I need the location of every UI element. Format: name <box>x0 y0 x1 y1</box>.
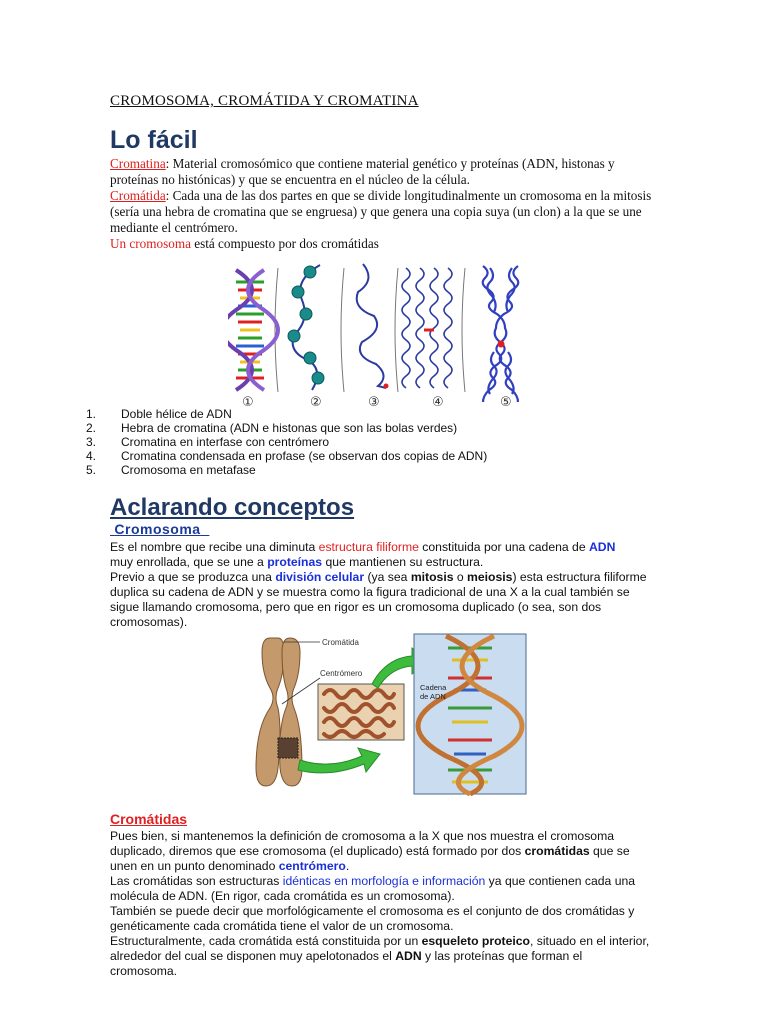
prophase-chromatin-drawing <box>402 268 452 388</box>
list-item: 2. Hebra de cromatina (ADN e histonas que son las bolas verdes) <box>86 421 458 435</box>
heading-aclarando-conceptos: Aclarando conceptos <box>110 494 355 521</box>
list-item: 1. Doble hélice de ADN <box>86 407 232 421</box>
interphase-chromatin-drawing <box>357 264 389 389</box>
arrow-icon <box>298 748 380 773</box>
chromatin-strand-drawing <box>288 265 324 390</box>
chromosome-drawing <box>256 638 302 786</box>
subheading-cromosoma: Cromosoma <box>114 521 201 537</box>
double-helix-drawing <box>228 270 278 390</box>
definition-cromatina: Cromatina: Material cromosómico que contiene material genético y proteínas (ADN, histonas y proteínas no histónicas) y que se encuentra en el núcleo de la célula. <box>110 156 615 187</box>
heading-lo-facil: Lo fácil <box>110 126 198 154</box>
figure-label-1: ① <box>242 395 254 410</box>
definition-cromosoma: Un cromosoma está compuesto por dos cromátidas <box>110 236 379 251</box>
cromosoma-paragraph: Es el nombre que recibe una diminuta estructura filiforme constituida por una cadena de ADN muy enrollada, que se une a proteínas que mantienen su estructura. Previo a que se produzca una división celular (ya sea mitosis o meiosis) esta estructura filiforme duplica su cadena de ADN y se muestra como la figura tradicional de una X a la cual también se sigue llamando cromosoma, pero que en rigor es un cromosoma duplicado (o sea, son dos cromosomas). <box>110 540 647 629</box>
cromatidas-paragraph: Pues bien, si mantenemos la definición de cromosoma a la X que nos muestra el cromosoma duplicado, diremos que ese cromosoma (el duplicado) está formado por dos cromátidas que se unen en un punto denominado centrómero. Las cromátidas son estructuras idénticas en morfología e información ya que contienen cada una molécula de ADN. (En rigor, cada cromátida es un cromosoma). También se puede decir que morfológicamente el cromosoma es el conjunto de dos cromátidas y genéticamente cada cromátida tiene el valor de un cromosoma. Estructuralmente, cada cromátida está constituida por un esqueleto proteico, situado en el interior, alrededor del cual se disponen muy apelotonados el ADN y las proteínas que forman el cromosoma. <box>110 829 650 978</box>
label-cromatida: Cromátida <box>322 638 359 647</box>
figure-label-4: ④ <box>432 395 444 410</box>
chromosome-dna-figure <box>240 630 530 796</box>
numbered-list <box>86 407 487 477</box>
document-title: CROMOSOMA, CROMÁTIDA Y CROMATINA <box>110 93 419 109</box>
list-item: 4. Cromatina condensada en profase (se observan dos copias de ADN) <box>86 449 488 463</box>
metaphase-chromosome-drawing <box>483 266 519 402</box>
definition-cromatida: Cromátida: Cada una de las dos partes en que se divide longitudinalmente un cromosoma en la mitosis (sería una hebra de cromatina que se engruesa) y que genera una copia suya (un clon) a la que se une mediante el centrómero. <box>110 188 652 235</box>
paragraph-definitions <box>110 156 655 252</box>
figure-label-3: ③ <box>368 395 380 410</box>
list-item: 5. Cromosoma en metafase <box>86 463 256 477</box>
label-cadena-adn-1: Cadena <box>420 683 447 692</box>
label-cadena-adn-2: de ADN <box>420 692 446 701</box>
figure-label-5: ⑤ <box>500 395 512 410</box>
figure-label-2: ② <box>310 395 322 410</box>
subheading-cromatidas: Cromátidas <box>110 811 188 827</box>
label-centromero: Centrómero <box>320 669 363 678</box>
dna-condensation-figure <box>228 260 528 412</box>
chromatin-detail-box <box>318 684 404 740</box>
dna-detail-box <box>414 634 526 794</box>
list-item: 3. Cromatina en interfase con centrómero <box>86 435 330 449</box>
